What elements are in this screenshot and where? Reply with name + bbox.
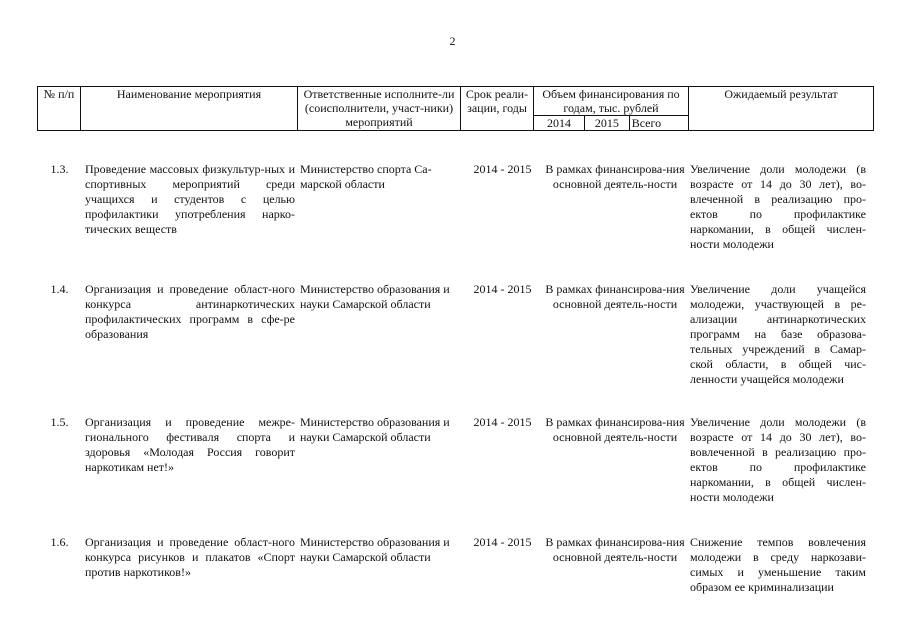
row-term: 2014 - 2015 bbox=[473, 415, 532, 429]
row-responsible: Министерство образования и науки Самарской области bbox=[300, 282, 450, 311]
header-col-result: Ожидаемый результат bbox=[689, 87, 874, 131]
row-financing: В рамках финансирова-ния основной деятель-ности bbox=[545, 162, 685, 191]
table-body bbox=[37, 162, 877, 595]
header-col-fin-2014: 2014 bbox=[534, 116, 585, 131]
row-number: 1.4. bbox=[50, 282, 69, 296]
header-col-fin-2015: 2015 bbox=[584, 116, 629, 131]
header-col-fin-total: Всего bbox=[629, 116, 688, 131]
row-financing: В рамках финансирова-ния основной деятель-ности bbox=[545, 282, 685, 311]
row-result: Увеличение доли учащейся молодежи, участвующей в ре-ализации антинаркотических программ на базе образова-тельных учреждений в Самар-ской области, в общей чис-ленности учащейся молодежи bbox=[690, 282, 866, 386]
row-name: Проведение массовых физкультур-ных и спортивных мероприятий среди учащихся и студентов с целью профилактики употребления нарко-тических веществ bbox=[85, 162, 295, 236]
table-row bbox=[37, 535, 877, 595]
row-result: Снижение темпов вовлечения молодежи в среду наркозави-симых и уменьшение таким образом ее криминализации bbox=[690, 535, 866, 594]
row-number: 1.5. bbox=[50, 415, 69, 429]
row-result: Увеличение доли молодежи (в возрасте от 14 до 30 лет), во-вовлеченной в реализацию про-ектов по профилактике наркомании, в общей числен-ности молодежи bbox=[690, 415, 866, 504]
row-number: 1.6. bbox=[50, 535, 69, 549]
row-responsible: Министерство спорта Са-марской области bbox=[300, 162, 432, 191]
row-name: Организация и проведение област-ного конкурса рисунков и плакатов «Спорт против наркотиков!» bbox=[85, 535, 295, 579]
row-financing: В рамках финансирова-ния основной деятель-ности bbox=[545, 415, 685, 444]
row-responsible: Министерство образования и науки Самарской области bbox=[300, 415, 450, 444]
row-term: 2014 - 2015 bbox=[473, 162, 532, 176]
row-term: 2014 - 2015 bbox=[473, 535, 532, 549]
row-name: Организация и проведение област-ного конкурса антинаркотических профилактических программ в сфе-ре образования bbox=[85, 282, 295, 341]
row-responsible: Министерство образования и науки Самарской области bbox=[300, 535, 450, 564]
header-col-name: Наименование мероприятия bbox=[81, 87, 298, 131]
row-number: 1.3. bbox=[50, 162, 69, 176]
row-name: Организация и проведение межре-гионального фестиваля спорта и здоровья «Молодая Россия говорит наркотикам нет!» bbox=[85, 415, 295, 474]
table-header bbox=[37, 86, 874, 131]
header-col-number: № п/п bbox=[38, 87, 81, 131]
table-row bbox=[37, 162, 877, 252]
header-col-term: Срок реали-зации, годы bbox=[461, 87, 534, 131]
table-row bbox=[37, 282, 877, 387]
header-col-responsible: Ответственные исполните-ли (соисполнители, участ-ники) мероприятий bbox=[298, 87, 461, 131]
page-number: 2 bbox=[449, 34, 456, 48]
table-row bbox=[37, 415, 877, 505]
row-financing: В рамках финансирова-ния основной деятель-ности bbox=[545, 535, 685, 564]
row-result: Увеличение доли молодежи (в возрасте от 14 до 30 лет), во-влеченной в реализацию про-ектов по профилактике наркомании, в общей числен-ности молодежи bbox=[690, 162, 866, 251]
header-col-financing: Объем финансирования по годам, тыс. рублей bbox=[534, 87, 689, 116]
row-term: 2014 - 2015 bbox=[473, 282, 532, 296]
